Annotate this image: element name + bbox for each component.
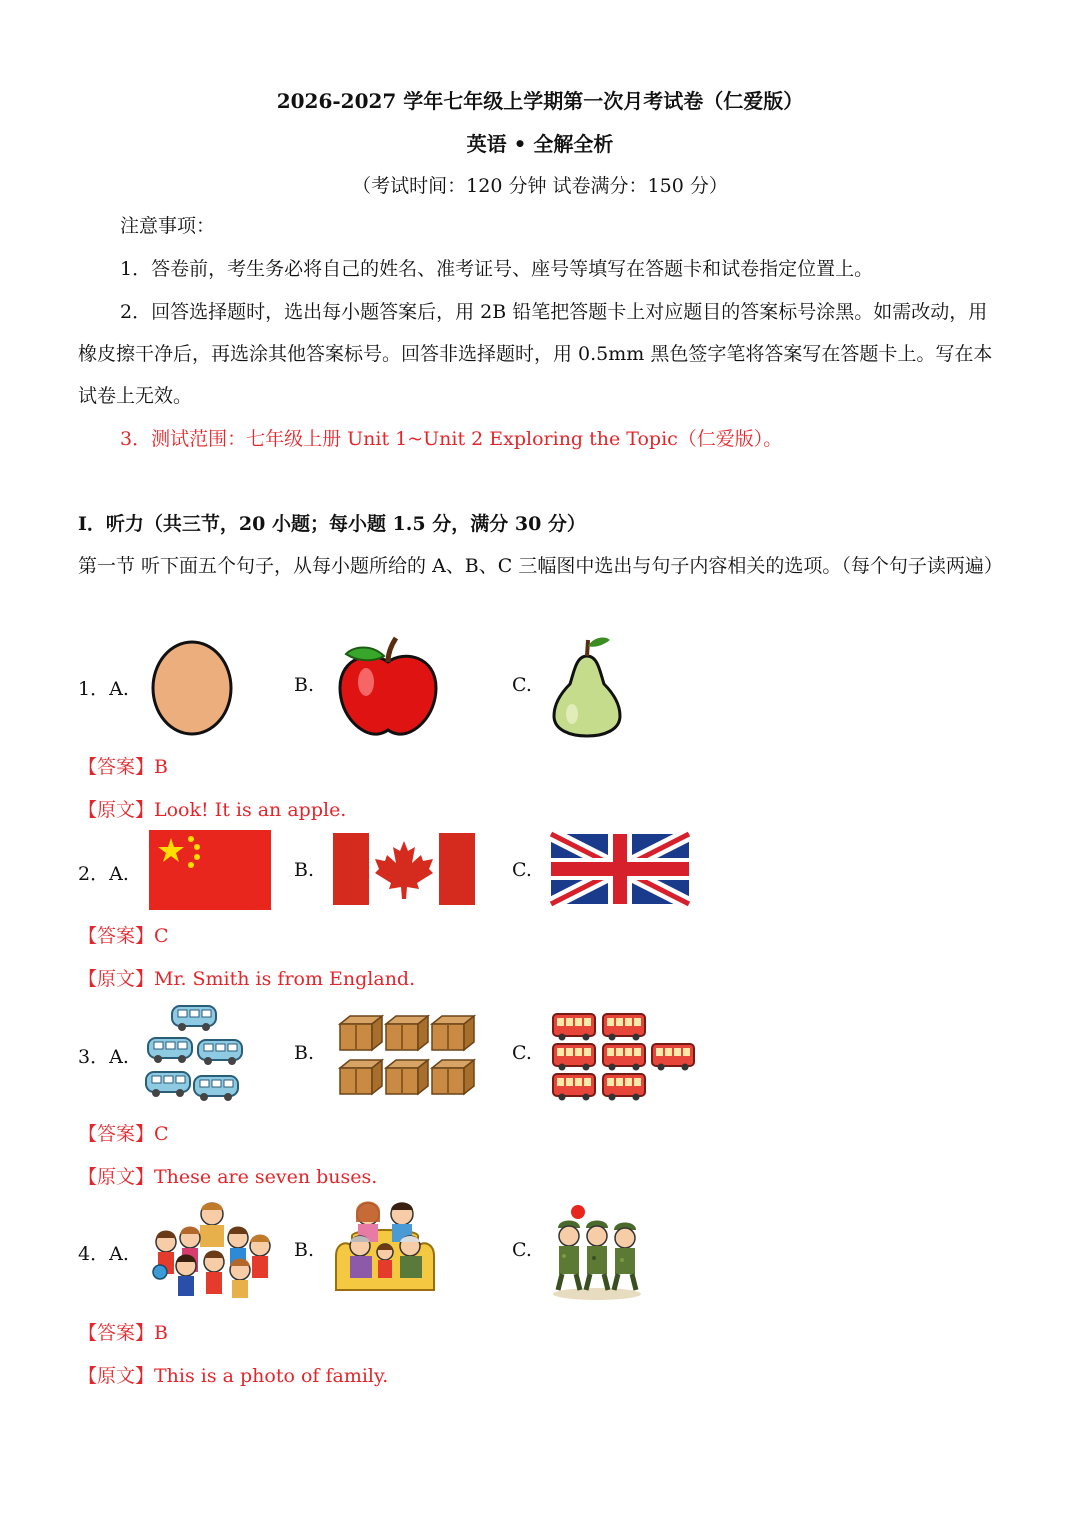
soldiers-icon	[550, 1204, 644, 1300]
page-title: 2026-2027 学年七年级上学期第一次月考试卷（仁爱版）	[276, 89, 804, 113]
students-icon	[152, 1200, 274, 1304]
answer-1: 【答案】B	[78, 756, 168, 778]
answer-4: 【答案】B	[78, 1322, 168, 1344]
script-4: 【原文】This is a photo of family.	[78, 1365, 389, 1387]
boxes-icon	[340, 1014, 478, 1100]
canada-flag-icon	[333, 833, 475, 905]
notes-item-1: 1．答卷前，考生务必将自己的姓名、准考证号、座号等填写在答题卡和试卷指定位置上。	[120, 258, 874, 280]
uk-flag-icon	[551, 834, 689, 904]
buses-icon	[553, 1012, 697, 1102]
script-3: 【原文】These are seven buses.	[78, 1166, 378, 1188]
script-1: 【原文】Look! It is an apple.	[78, 799, 347, 821]
option-c-label: C.	[512, 859, 532, 881]
question-3	[78, 1042, 129, 1069]
page-subtitle: 英语 • 全解全析	[466, 132, 614, 156]
option-c-label: C.	[512, 1239, 532, 1261]
part1-instruction: 第一节 听下面五个句子，从每小题所给的 A、B、C 三幅图中选出与句子内容相关的选项。（每个句子读两遍）	[78, 555, 1003, 577]
option-b-label: B.	[294, 1239, 315, 1261]
pear-icon	[550, 634, 624, 738]
apple-icon	[336, 636, 440, 738]
notes-item-2: 2．回答选择题时，选出每小题答案后，用 2B 铅笔把答题卡上对应题目的答案标号涂黑。如需改动，用橡皮擦干净后，再选涂其他答案标号。回答非选择题时，用 0.5mm 黑色签字笔将答案写在答题卡上。写在本试卷上无效。	[78, 301, 993, 407]
cars-icon	[146, 1002, 246, 1102]
question-2	[78, 859, 129, 886]
notes-heading: 注意事项：	[120, 215, 216, 237]
option-a-label: A.	[109, 863, 129, 885]
option-a-label: A.	[109, 1243, 129, 1265]
question-number: 1．	[78, 678, 110, 700]
question-number: 3．	[78, 1046, 110, 1068]
question-1	[78, 674, 129, 701]
script-2: 【原文】Mr. Smith is from England.	[78, 968, 416, 990]
china-flag-icon	[149, 830, 271, 910]
notes-item-3: 3．测试范围：七年级上册 Unit 1~Unit 2 Exploring the Topic（仁爱版）。	[120, 428, 783, 450]
family-icon	[332, 1196, 438, 1300]
option-b-label: B.	[294, 674, 315, 696]
egg-icon	[150, 640, 234, 736]
option-b-label: B.	[294, 1042, 315, 1064]
question-number: 4．	[78, 1243, 110, 1265]
option-c-label: C.	[512, 1042, 532, 1064]
option-a-label: A.	[109, 1046, 129, 1068]
question-4	[78, 1239, 129, 1266]
question-number: 2．	[78, 863, 110, 885]
option-c-label: C.	[512, 674, 532, 696]
exam-time-info: （考试时间：120 分钟 试卷满分：150 分）	[352, 175, 728, 197]
option-b-label: B.	[294, 859, 315, 881]
answer-3: 【答案】C	[78, 1123, 169, 1145]
listening-section-heading: I．听力（共三节，20 小题；每小题 1.5 分，满分 30 分）	[78, 513, 586, 535]
answer-2: 【答案】C	[78, 925, 169, 947]
option-a-label: A.	[109, 678, 129, 700]
